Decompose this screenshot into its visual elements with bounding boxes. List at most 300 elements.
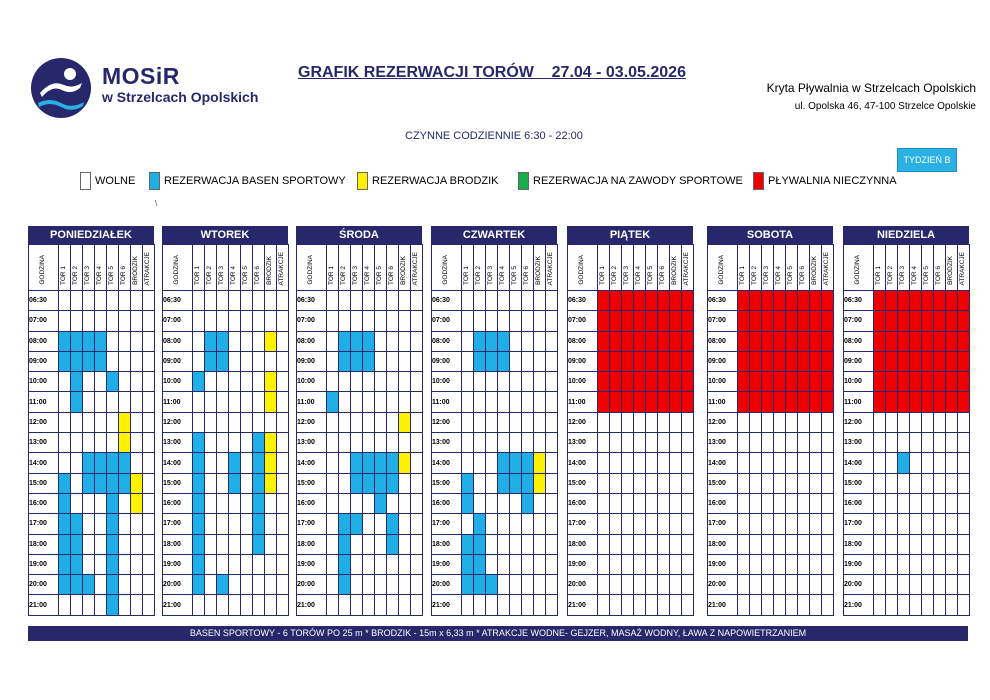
slot-cell	[71, 291, 83, 311]
column-header	[375, 245, 387, 291]
slot-cell	[498, 514, 510, 534]
slot-cell	[682, 575, 694, 595]
slot-cell	[131, 554, 143, 574]
slot-cell	[474, 595, 486, 615]
slot-cell	[934, 291, 946, 311]
slot-cell	[922, 595, 934, 615]
slot-cell	[253, 392, 265, 412]
slot-cell	[886, 351, 898, 371]
slot-cell	[934, 595, 946, 615]
slot-cell	[774, 412, 786, 432]
slot-cell	[622, 372, 634, 392]
slot-cell	[71, 372, 83, 392]
time-cell: 20:00	[297, 575, 327, 595]
slot-cell	[119, 595, 131, 615]
slot-cell	[786, 392, 798, 412]
slot-cell	[622, 351, 634, 371]
slot-cell	[510, 331, 522, 351]
column-header-label: TOR 4	[911, 265, 919, 285]
slot-cell	[910, 493, 922, 513]
day-grid	[843, 244, 970, 616]
slot-cell	[486, 453, 498, 473]
time-cell: 09:00	[163, 351, 193, 371]
day-header: CZWARTEK	[431, 226, 557, 244]
time-cell: 14:00	[29, 453, 59, 473]
slot-cell	[241, 534, 253, 554]
slot-cell	[522, 595, 534, 615]
time-row	[297, 392, 423, 412]
slot-cell	[922, 554, 934, 574]
slot-cell	[610, 291, 622, 311]
slot-cell	[241, 412, 253, 432]
slot-cell	[886, 331, 898, 351]
time-cell: 09:00	[29, 351, 59, 371]
slot-cell	[646, 575, 658, 595]
slot-cell	[205, 291, 217, 311]
time-row	[432, 412, 558, 432]
slot-cell	[762, 412, 774, 432]
slot-cell	[498, 351, 510, 371]
slot-cell	[738, 331, 750, 351]
slot-cell	[798, 351, 810, 371]
time-row	[844, 473, 970, 493]
slot-cell	[898, 372, 910, 392]
slot-cell	[339, 595, 351, 615]
slot-cell	[486, 514, 498, 534]
slot-cell	[143, 534, 155, 554]
slot-cell	[886, 595, 898, 615]
time-cell: 12:00	[163, 412, 193, 432]
slot-cell	[387, 575, 399, 595]
slot-cell	[71, 311, 83, 331]
slot-cell	[774, 351, 786, 371]
legend-label: REZERWACJA BRODZIK	[372, 175, 499, 187]
slot-cell	[387, 514, 399, 534]
slot-cell	[59, 554, 71, 574]
time-row	[163, 554, 289, 574]
slot-cell	[95, 392, 107, 412]
legend-label: WOLNE	[95, 175, 136, 187]
slot-cell	[339, 392, 351, 412]
slot-cell	[107, 493, 119, 513]
slot-cell	[646, 534, 658, 554]
slot-cell	[327, 534, 339, 554]
time-cell: 08:00	[29, 331, 59, 351]
slot-cell	[946, 412, 958, 432]
slot-cell	[774, 433, 786, 453]
slot-cell	[646, 473, 658, 493]
slot-cell	[798, 554, 810, 574]
column-header	[910, 245, 922, 291]
slot-cell	[546, 351, 558, 371]
slot-cell	[922, 331, 934, 351]
slot-cell	[898, 473, 910, 493]
time-row	[297, 372, 423, 392]
slot-cell	[277, 392, 289, 412]
slot-cell	[131, 311, 143, 331]
week-badge: TYDZIEŃ B	[897, 148, 957, 172]
slot-cell	[131, 514, 143, 534]
slot-cell	[934, 575, 946, 595]
slot-cell	[510, 575, 522, 595]
slot-cell	[205, 433, 217, 453]
slot-cell	[634, 595, 646, 615]
column-header-label: TOR 1	[463, 265, 471, 285]
slot-cell	[83, 412, 95, 432]
slot-cell	[774, 331, 786, 351]
time-cell: 17:00	[29, 514, 59, 534]
slot-cell	[474, 351, 486, 371]
slot-cell	[738, 554, 750, 574]
column-header	[786, 245, 798, 291]
column-header	[670, 245, 682, 291]
slot-cell	[658, 554, 670, 574]
slot-cell	[634, 554, 646, 574]
slot-cell	[399, 554, 411, 574]
column-header-label: TOR 2	[340, 265, 348, 285]
slot-cell	[534, 575, 546, 595]
time-row	[163, 372, 289, 392]
slot-cell	[798, 473, 810, 493]
column-header-label: ATRAKCJE	[547, 251, 555, 285]
slot-cell	[217, 433, 229, 453]
slot-cell	[143, 595, 155, 615]
slot-cell	[762, 311, 774, 331]
slot-cell	[411, 534, 423, 554]
slot-cell	[658, 534, 670, 554]
column-header-label: TOR 1	[875, 265, 883, 285]
slot-cell	[874, 291, 886, 311]
slot-cell	[265, 514, 277, 534]
slot-cell	[610, 534, 622, 554]
slot-cell	[958, 291, 970, 311]
slot-cell	[762, 372, 774, 392]
slot-cell	[922, 473, 934, 493]
slot-cell	[822, 493, 834, 513]
time-row	[29, 291, 155, 311]
slot-cell	[810, 554, 822, 574]
time-row	[163, 595, 289, 615]
slot-cell	[670, 453, 682, 473]
time-cell: 09:00	[432, 351, 462, 371]
slot-cell	[217, 412, 229, 432]
time-row	[708, 514, 834, 534]
slot-cell	[143, 392, 155, 412]
slot-cell	[131, 331, 143, 351]
slot-cell	[83, 433, 95, 453]
slot-cell	[786, 575, 798, 595]
legend-swatch	[149, 172, 160, 190]
slot-cell	[351, 493, 363, 513]
slot-cell	[910, 311, 922, 331]
slot-cell	[622, 311, 634, 331]
slot-cell	[622, 534, 634, 554]
legend-label: PŁYWALNIA NIECZYNNA	[768, 175, 897, 187]
slot-cell	[217, 351, 229, 371]
slot-cell	[898, 534, 910, 554]
slot-cell	[810, 412, 822, 432]
slot-cell	[193, 534, 205, 554]
slot-cell	[886, 493, 898, 513]
slot-cell	[241, 554, 253, 574]
time-row	[163, 412, 289, 432]
slot-cell	[193, 291, 205, 311]
slot-cell	[95, 493, 107, 513]
slot-cell	[810, 453, 822, 473]
slot-cell	[95, 575, 107, 595]
slot-cell	[351, 392, 363, 412]
slot-cell	[339, 412, 351, 432]
slot-cell	[958, 473, 970, 493]
column-header	[253, 245, 265, 291]
slot-cell	[229, 453, 241, 473]
time-row	[432, 473, 558, 493]
slot-cell	[375, 372, 387, 392]
slot-cell	[822, 554, 834, 574]
column-header	[297, 245, 327, 291]
time-cell: 09:00	[844, 351, 874, 371]
slot-cell	[95, 595, 107, 615]
slot-cell	[874, 392, 886, 412]
slot-cell	[646, 412, 658, 432]
column-header	[922, 245, 934, 291]
time-cell: 15:00	[297, 473, 327, 493]
time-row	[568, 311, 694, 331]
slot-cell	[598, 392, 610, 412]
slot-cell	[762, 473, 774, 493]
time-cell: 14:00	[163, 453, 193, 473]
column-header-label: TOR 3	[487, 265, 495, 285]
slot-cell	[363, 595, 375, 615]
slot-cell	[522, 291, 534, 311]
slot-cell	[910, 412, 922, 432]
slot-cell	[399, 392, 411, 412]
slot-cell	[750, 372, 762, 392]
time-cell: 18:00	[844, 534, 874, 554]
slot-cell	[634, 473, 646, 493]
slot-cell	[411, 595, 423, 615]
column-header-label: TOR 5	[108, 265, 116, 285]
slot-cell	[193, 351, 205, 371]
slot-cell	[922, 514, 934, 534]
slot-cell	[958, 534, 970, 554]
slot-cell	[339, 291, 351, 311]
day-header: SOBOTA	[707, 226, 833, 244]
time-cell: 16:00	[432, 493, 462, 513]
slot-cell	[658, 453, 670, 473]
time-row	[29, 392, 155, 412]
slot-cell	[534, 534, 546, 554]
slot-cell	[822, 372, 834, 392]
slot-cell	[253, 534, 265, 554]
slot-cell	[143, 412, 155, 432]
slot-cell	[327, 554, 339, 574]
column-header	[682, 245, 694, 291]
time-cell: 13:00	[29, 433, 59, 453]
slot-cell	[922, 392, 934, 412]
slot-cell	[934, 351, 946, 371]
slot-cell	[886, 534, 898, 554]
slot-cell	[411, 433, 423, 453]
slot-cell	[610, 433, 622, 453]
time-cell: 13:00	[708, 433, 738, 453]
column-header-label: BRODZIK	[132, 256, 140, 285]
slot-cell	[351, 575, 363, 595]
column-header-label: TOR 3	[763, 265, 771, 285]
slot-cell	[682, 453, 694, 473]
day-grid	[296, 244, 423, 616]
slot-cell	[59, 372, 71, 392]
slot-cell	[874, 331, 886, 351]
slot-cell	[910, 331, 922, 351]
slot-cell	[658, 493, 670, 513]
slot-cell	[750, 331, 762, 351]
slot-cell	[510, 514, 522, 534]
slot-cell	[399, 412, 411, 432]
slot-cell	[610, 473, 622, 493]
slot-cell	[738, 514, 750, 534]
slot-cell	[143, 473, 155, 493]
time-cell: 13:00	[163, 433, 193, 453]
slot-cell	[922, 453, 934, 473]
slot-cell	[886, 392, 898, 412]
slot-cell	[670, 534, 682, 554]
slot-cell	[83, 575, 95, 595]
time-row	[432, 554, 558, 574]
time-cell: 15:00	[844, 473, 874, 493]
slot-cell	[682, 291, 694, 311]
slot-cell	[646, 331, 658, 351]
column-header	[462, 245, 474, 291]
slot-cell	[399, 453, 411, 473]
time-cell: 20:00	[432, 575, 462, 595]
slot-cell	[107, 433, 119, 453]
time-cell: 20:00	[844, 575, 874, 595]
column-header	[934, 245, 946, 291]
column-header	[205, 245, 217, 291]
slot-cell	[598, 291, 610, 311]
slot-cell	[598, 575, 610, 595]
slot-cell	[486, 534, 498, 554]
slot-cell	[534, 311, 546, 331]
slot-cell	[277, 514, 289, 534]
slot-cell	[546, 311, 558, 331]
column-header	[265, 245, 277, 291]
slot-cell	[546, 412, 558, 432]
slot-cell	[598, 453, 610, 473]
slot-cell	[934, 534, 946, 554]
slot-cell	[598, 311, 610, 331]
slot-cell	[387, 453, 399, 473]
slot-cell	[522, 493, 534, 513]
slot-cell	[786, 453, 798, 473]
slot-cell	[83, 311, 95, 331]
slot-cell	[922, 433, 934, 453]
slot-cell	[922, 311, 934, 331]
time-row	[163, 514, 289, 534]
slot-cell	[107, 473, 119, 493]
slot-cell	[610, 412, 622, 432]
slot-cell	[363, 392, 375, 412]
slot-cell	[738, 372, 750, 392]
column-header	[411, 245, 423, 291]
slot-cell	[205, 311, 217, 331]
slot-cell	[810, 575, 822, 595]
slot-cell	[774, 514, 786, 534]
day-header: ŚRODA	[296, 226, 422, 244]
slot-cell	[339, 351, 351, 371]
day-schedule	[843, 226, 969, 616]
slot-cell	[934, 493, 946, 513]
time-row	[568, 433, 694, 453]
slot-cell	[363, 412, 375, 432]
slot-cell	[265, 534, 277, 554]
slot-cell	[546, 433, 558, 453]
time-row	[432, 534, 558, 554]
slot-cell	[658, 372, 670, 392]
column-header	[229, 245, 241, 291]
column-header	[387, 245, 399, 291]
slot-cell	[375, 311, 387, 331]
slot-cell	[205, 595, 217, 615]
slot-cell	[363, 493, 375, 513]
slot-cell	[510, 311, 522, 331]
time-row	[844, 575, 970, 595]
column-header	[327, 245, 339, 291]
slot-cell	[598, 372, 610, 392]
time-row	[163, 534, 289, 554]
slot-cell	[217, 575, 229, 595]
slot-cell	[411, 453, 423, 473]
slot-cell	[934, 331, 946, 351]
time-row	[708, 311, 834, 331]
day-header: NIEDZIELA	[843, 226, 969, 244]
day-header: PIĄTEK	[567, 226, 693, 244]
time-row	[568, 534, 694, 554]
slot-cell	[474, 392, 486, 412]
slot-cell	[119, 392, 131, 412]
legend-swatch	[80, 172, 91, 190]
slot-cell	[253, 554, 265, 574]
slot-cell	[786, 372, 798, 392]
column-header-label: TOR 6	[120, 265, 128, 285]
time-cell: 17:00	[708, 514, 738, 534]
slot-cell	[143, 554, 155, 574]
column-header	[351, 245, 363, 291]
slot-cell	[339, 311, 351, 331]
slot-cell	[399, 575, 411, 595]
slot-cell	[546, 554, 558, 574]
column-header-label: BRODZIK	[671, 256, 679, 285]
time-row	[708, 351, 834, 371]
slot-cell	[762, 392, 774, 412]
time-row	[708, 493, 834, 513]
slot-cell	[131, 351, 143, 371]
slot-cell	[946, 331, 958, 351]
slot-cell	[229, 433, 241, 453]
column-header-label: TOR 6	[799, 265, 807, 285]
slot-cell	[822, 514, 834, 534]
slot-cell	[83, 554, 95, 574]
slot-cell	[83, 392, 95, 412]
time-row	[844, 412, 970, 432]
day-header: PONIEDZIAŁEK	[28, 226, 154, 244]
slot-cell	[351, 351, 363, 371]
slot-cell	[363, 351, 375, 371]
slot-cell	[750, 554, 762, 574]
slot-cell	[934, 392, 946, 412]
time-row	[708, 473, 834, 493]
